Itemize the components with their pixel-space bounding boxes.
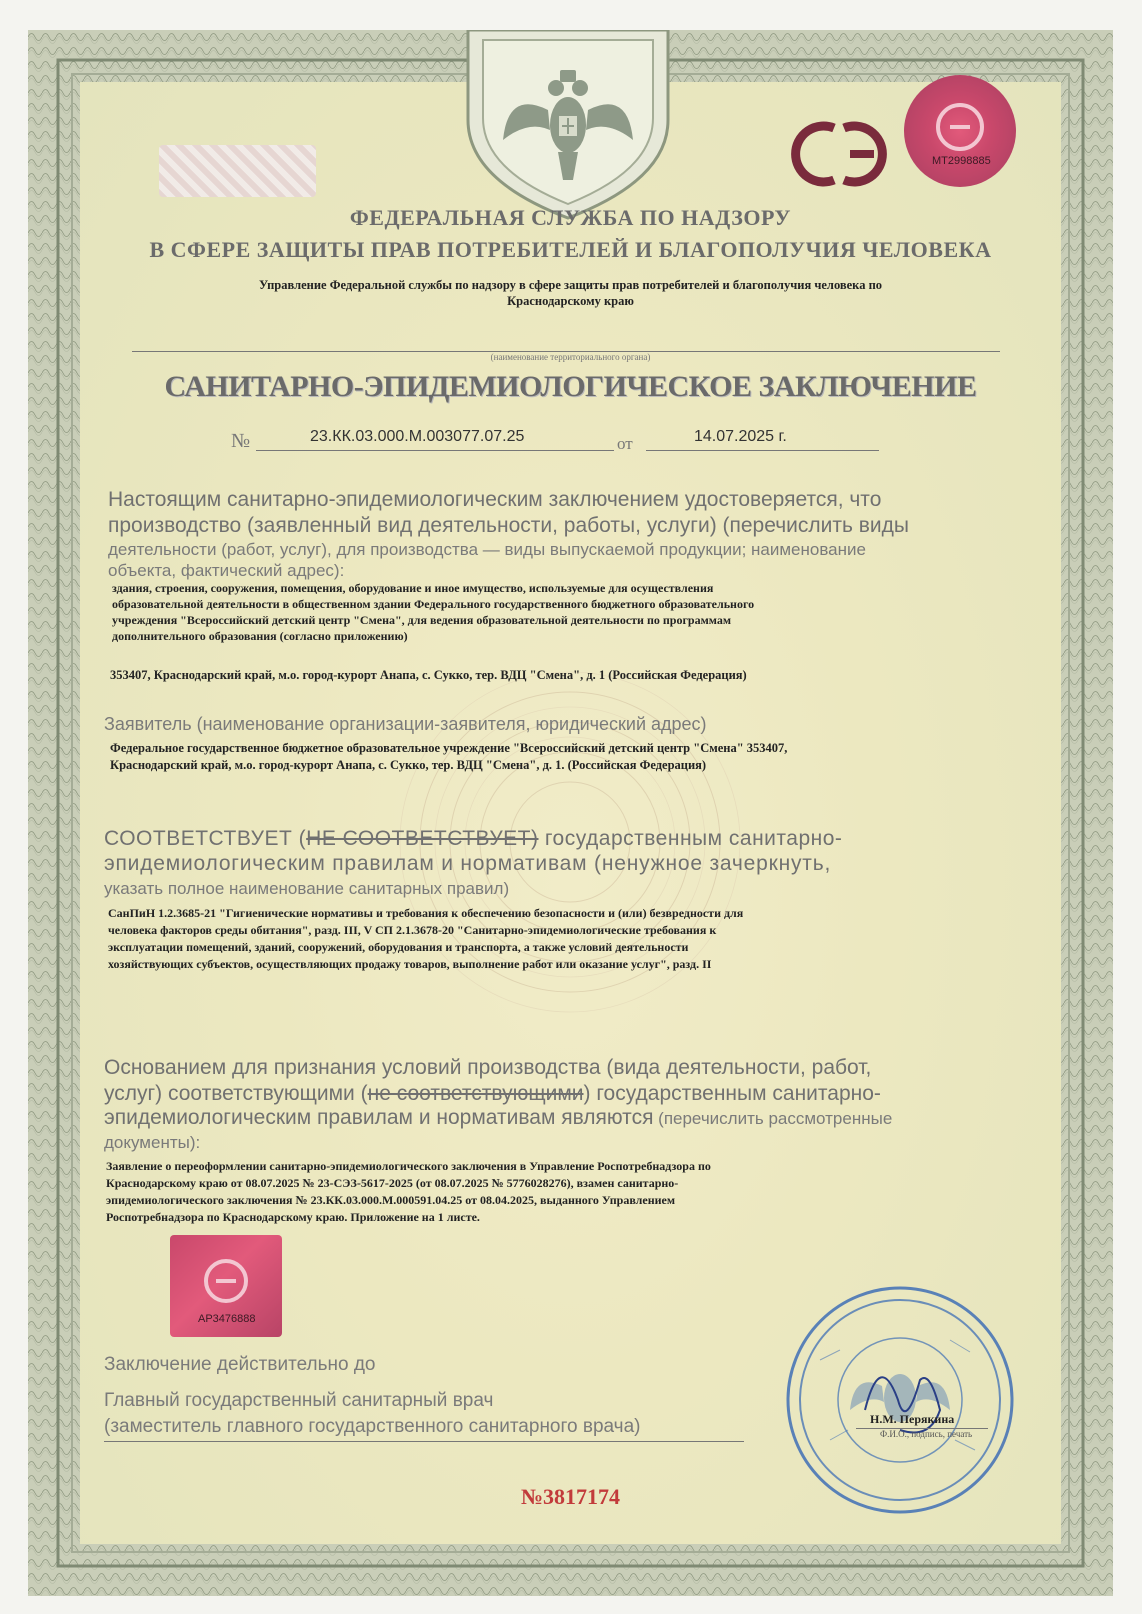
docs-line4: Роспотребнадзора по Краснодарскому краю. Приложение на 1 листе. (106, 1210, 480, 1224)
hologram-bottom-code: АР3476888 (198, 1313, 256, 1325)
applicant-line2: Краснодарский край, м.о. город-курорт Анапа, с. Сукко, тер. ВДЦ "Смена", д. 1. (Российская Федерация) (110, 758, 707, 772)
intro-line1: Настоящим санитарно-эпидемиологическим заключением удостоверяется, что (108, 488, 882, 511)
rules-line1: СанПиН 1.2.3685-21 "Гигиенические нормативы и требования к обеспечению безопасности и (или) безвредности для (108, 906, 744, 920)
docs-line3: эпидемиологического заключения № 23.КК.03.000.М.000591.04.25 от 08.04.2025, выданного Управлением (106, 1193, 676, 1207)
object-line2: образовательной деятельности в общественном здании Федерального государственного бюджетного образовательного (112, 597, 755, 611)
authority-caption: (наименование территориального органа) (490, 352, 651, 362)
basis-line3 (104, 1106, 892, 1130)
object-line3: учреждения "Всероссийский детский центр "Смена", для ведения образовательной деятельности по программам (112, 613, 732, 627)
basis-line2-b: ) государственным санитарно- (583, 1082, 881, 1105)
hologram-bottom-logo-icon (200, 1255, 252, 1307)
intro-line2: производство (заявленный вид деятельности, работы, услуги) (перечислить виды (108, 514, 910, 537)
authority-line2: Краснодарскому краю (507, 294, 634, 308)
hologram-seal-top (904, 75, 1016, 187)
basis-line2-a: услуг) соответствующими ( (104, 1082, 368, 1105)
signer-caption: Ф.И.О., подпись, печать (880, 1429, 973, 1439)
hologram-logo-icon (932, 99, 988, 155)
rules-line2: человека факторов среды обитания", разд. III, V СП 2.1.3678-20 "Санитарно-эпидемиологические требования к (108, 923, 717, 937)
object-line1: здания, строения, сооружения, помещения, оборудование и иное имущество, используемые для осуществления (112, 581, 714, 595)
agency-name-line2: В СФЕРЕ ЗАЩИТЫ ПРАВ ПОТРЕБИТЕЛЕЙ И БЛАГОПОЛУЧИЯ ЧЕЛОВЕКА (149, 237, 992, 262)
intro-line3: деятельности (работ, услуг), для производства — виды выпускаемой продукции; наименование (108, 540, 866, 559)
document-title: САНИТАРНО-ЭПИДЕМИОЛОГИЧЕСКОЕ ЗАКЛЮЧЕНИЕ (164, 370, 977, 403)
hologram-seal-bottom (170, 1235, 282, 1337)
signer-name: Н.М. Перякина (870, 1412, 955, 1426)
basis-line1: Основанием для признания условий производства (вида деятельности, работ, (104, 1056, 872, 1079)
rules-line4: хозяйствующих субъектов, осуществляющих продажу товаров, выполнение работ или оказание услуг", разд. II (108, 957, 712, 971)
conformity-line1 (104, 827, 842, 851)
basis-line4: документы): (104, 1133, 201, 1152)
certificate-date: 14.07.2025 г. (694, 428, 787, 445)
hologram-code: МТ2998885 (932, 155, 991, 167)
applicant-line1: Федеральное государственное бюджетное образовательное учреждение "Всероссийский детский центр "Смена" 353407, (110, 741, 788, 755)
object-description (112, 580, 754, 644)
form-serial-number: №3817174 (520, 1484, 621, 1509)
intro-line4: объекта, фактический адрес): (108, 561, 345, 580)
conformity-mark-icon (790, 118, 888, 190)
conformity-word: СООТВЕТСТВУЕТ (104, 827, 293, 850)
conformity-open-paren: ( (298, 827, 307, 850)
authority-line1: Управление Федеральной службы по надзору в сфере защиты прав потребителей и благополучия человека по (258, 278, 883, 292)
object-address: 353407, Краснодарский край, м.о. город-курорт Анапа, с. Сукко, тер. ВДЦ "Смена", д. 1 (Российская Федерация) (110, 668, 747, 682)
applicant-text (110, 740, 787, 774)
number-underline (256, 450, 614, 451)
basis-line3-a: эпидемиологическим правилам и нормативам являются (104, 1106, 654, 1129)
date-label: от (617, 434, 633, 453)
agency-name-line1: ФЕДЕРАЛЬНАЯ СЛУЖБА ПО НАДЗОРУ (349, 205, 792, 230)
conformity-line3: указать полное наименование санитарных правил) (104, 879, 510, 898)
date-underline (646, 450, 879, 451)
basis-line2-struck: не соответствующими (367, 1082, 584, 1105)
chief-doctor-line1: Главный государственный санитарный врач (104, 1390, 494, 1411)
certificate-page (28, 30, 1113, 1596)
docs-line2: Краснодарскому краю от 08.07.2025 № 23-СЭЗ-5617-2025 (от 08.07.2025 № 5776028276), взамен санитарно- (106, 1176, 679, 1190)
chief-doctor-line2: (заместитель главного государственного санитарного врача) (104, 1416, 641, 1437)
sanitary-rules (108, 905, 743, 973)
object-line4: дополнительного образования (согласно приложению) (112, 629, 408, 643)
conformity-line2: эпидемиологическим правилам и нормативам (ненужное зачеркнуть, (104, 852, 832, 875)
docs-line1: Заявление о переоформлении санитарно-эпидемиологического заключения в Управление Роспотребнадзора по (106, 1159, 711, 1173)
emblem-icon (448, 30, 688, 220)
number-label: № (231, 430, 251, 452)
certificate-number: 23.КК.03.000.М.003077.07.25 (310, 428, 525, 445)
applicant-label: Заявитель (наименование организации-заявителя, юридический адрес) (104, 714, 707, 734)
valid-until: Заключение действительно до (104, 1354, 376, 1375)
basis-line2 (104, 1082, 881, 1106)
basis-documents (106, 1158, 711, 1226)
conformity-rest: государственным санитарно- (538, 827, 843, 850)
rules-line3: эксплуатации помещений, зданий, сооружений, оборудования и транспорта, а также условий деятельности (108, 940, 689, 954)
conformity-struck: НЕ СООТВЕТСТВУЕТ) (306, 827, 539, 850)
hologram-strip (159, 145, 316, 197)
chief-underline (104, 1441, 744, 1442)
basis-line3-b: (перечислить рассмотренные (653, 1109, 893, 1128)
